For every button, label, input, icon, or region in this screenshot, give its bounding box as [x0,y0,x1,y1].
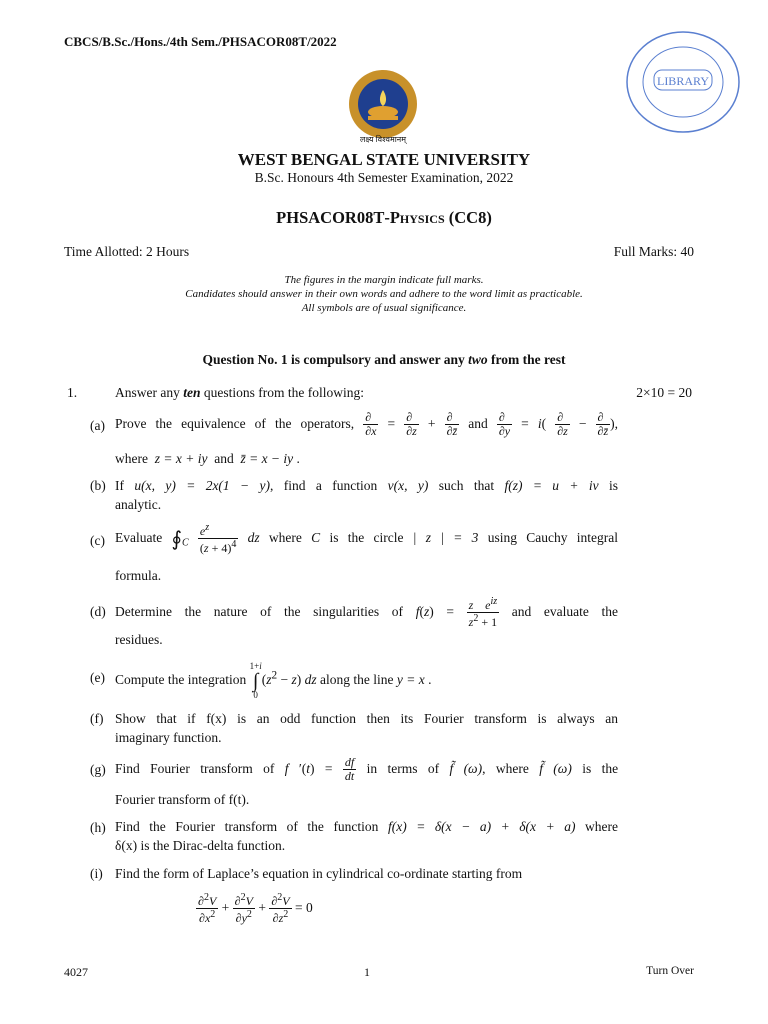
part-text: , find a function [270,478,378,493]
full-marks: Full Marks: 40 [613,244,694,259]
footer-code: 4027 [64,965,88,979]
part-text: where [115,451,148,466]
part-text: and [214,451,234,466]
part-label: (h) [90,820,106,835]
math-expression: f ′(t) = $\frac{df}{dt}$ [284,755,355,784]
math-expression: 1+i ∫ 0 $(z^2 - z)$ dz [249,661,317,700]
math-expression: z̄ = x − iy [240,451,294,466]
part-g-line1 [115,756,618,783]
part-i-line1: Find the form of Laplace’s equation in cylindrical co-ordinate starting from [115,866,523,881]
math-expression: $∮_C$ $\frac{e^z}{(z + 4)^4}$ dz [171,522,260,556]
math-expression: f̃ (ω) [449,760,483,776]
math-expression: f(z) = z $e^{iz}$ $z^2 + 1$ [415,596,498,630]
instruction-line: All symbols are of usual significance. [301,302,467,314]
part-text: along the line [320,672,394,688]
library-stamp-icon [624,30,742,134]
part-c-line1: Evaluate $∮_C$ $\frac{e^z}{(z + 4)^4}$ dz where C is the circle | z | = 3 using Cauchy integral [115,522,618,556]
time-allotted: Time Allotted: 2 Hours [64,244,190,259]
paper-code-main: PHSACOR08T [276,208,385,227]
part-text: , where [482,760,529,776]
part-g-line2: Fourier transform of f(t). [115,792,250,807]
exam-title: B.Sc. Honours 4th Semester Examination, 2022 [254,170,514,185]
q-emphasis: ten [183,385,201,400]
math-expression: f(x) = δ(x − a) + δ(x + a) [387,819,576,834]
part-text: Find the Fourier transform of the function [115,819,379,834]
math-expression: f̃ (ω) [539,760,572,776]
stamp-label: LIBRARY [656,74,710,88]
part-text: where [585,819,619,834]
part-label: (b) [90,478,106,493]
question-number: 1. [67,385,78,400]
part-text: Find Fourier transform of [115,760,275,776]
part-d-line2: residues. [115,632,163,647]
part-label: (c) [90,533,105,548]
math-expression: ∂ ∂x = ∂ ∂z + ∂ ∂z̄ [365,410,458,439]
q-text: Answer any [115,385,184,400]
part-text: is the [582,760,619,776]
q-text: questions from the following: [200,385,364,400]
part-text: Compute the integration [115,672,247,688]
part-text: Evaluate [115,529,163,545]
compulsory-note [0,352,768,368]
part-e-line1: Compute the integration 1+i ∫ 0 $(z^2 - z)$ dz along the line y = x . [115,661,432,700]
math-expression: y = x [396,672,425,688]
part-text: Prove the equivalence of the operators, [115,415,355,431]
paper-subject: -Physics (CC8) [384,208,492,227]
math-expression: v(x, y) [387,478,429,493]
turn-over: Turn Over [646,965,694,977]
part-text: where [268,529,302,545]
note-text: from the rest [487,352,566,367]
part-f-line2: imaginary function. [115,730,222,745]
university-logo [344,68,422,148]
page-number: 1 [364,965,370,979]
part-label: (f) [90,711,104,726]
logo-caption: लक्ष्य विश्वमानम् [359,135,407,144]
instruction-line: The figures in the margin indicate full marks. [284,274,484,286]
note-text: Question No. 1 is compulsory and answer any [202,352,469,367]
part-h-line1 [115,819,618,835]
part-text: such that [438,478,495,493]
part-f-line1: Show that if f(x) is an odd function then its Fourier transform is always an [115,711,618,726]
part-text: and [468,415,488,431]
part-label: (e) [90,670,105,685]
library-stamp [624,30,742,134]
part-text: in terms of [366,760,440,776]
part-label: (g) [90,762,106,777]
math-expression: u(x, y) = 2x(1 − y) [134,478,271,493]
part-text: using Cauchy integral [487,529,618,545]
part-text: is [609,478,619,493]
paper-code: CBCS/B.Sc./Hons./4th Sem./PHSACOR08T/2022 [64,34,337,49]
laplace-equation: $\frac{\partial^2V}{\partial x^2}$ + $\frac{\partial^2V}{\partial y^2}$ + $\frac{\partial^2V}{\partial z^2}$ = 0 [198,892,313,926]
part-text: and evaluate the [511,603,619,619]
paper-title [0,208,768,228]
part-d-line1 [115,596,618,629]
part-a-line1 [115,411,618,438]
part-text: Determine the nature of the singularities of [115,603,404,619]
part-text: If [115,478,124,493]
university-name: WEST BENGAL STATE UNIVERSITY [237,150,531,169]
note-emphasis: two [468,352,488,367]
math-expression: | z | = 3 [412,529,479,545]
math-expression: f(z) = u + iv [504,478,599,493]
part-b-line2: analytic. [115,497,162,512]
math-expression: ∂ ∂y = i( ∂ ∂z − ∂ ∂z̄ ), [498,410,619,439]
part-label: (a) [90,418,105,433]
question-marks: 2×10 = 20 [636,385,692,400]
part-text: is the circle [329,529,404,545]
part-a-line2: where z = x + iy and z̄ = x − iy . [115,451,300,466]
part-label: (d) [90,604,106,619]
part-c-line2: formula. [115,568,162,583]
question-text [115,385,364,401]
part-label: (i) [90,866,103,881]
part-h-line2: δ(x) is the Dirac-delta function. [115,838,286,853]
instruction-line: Candidates should answer in their own words and adhere to the word limit as practicable. [185,288,583,300]
math-expression: z = x + iy [154,451,208,466]
part-b-line1 [115,478,618,494]
